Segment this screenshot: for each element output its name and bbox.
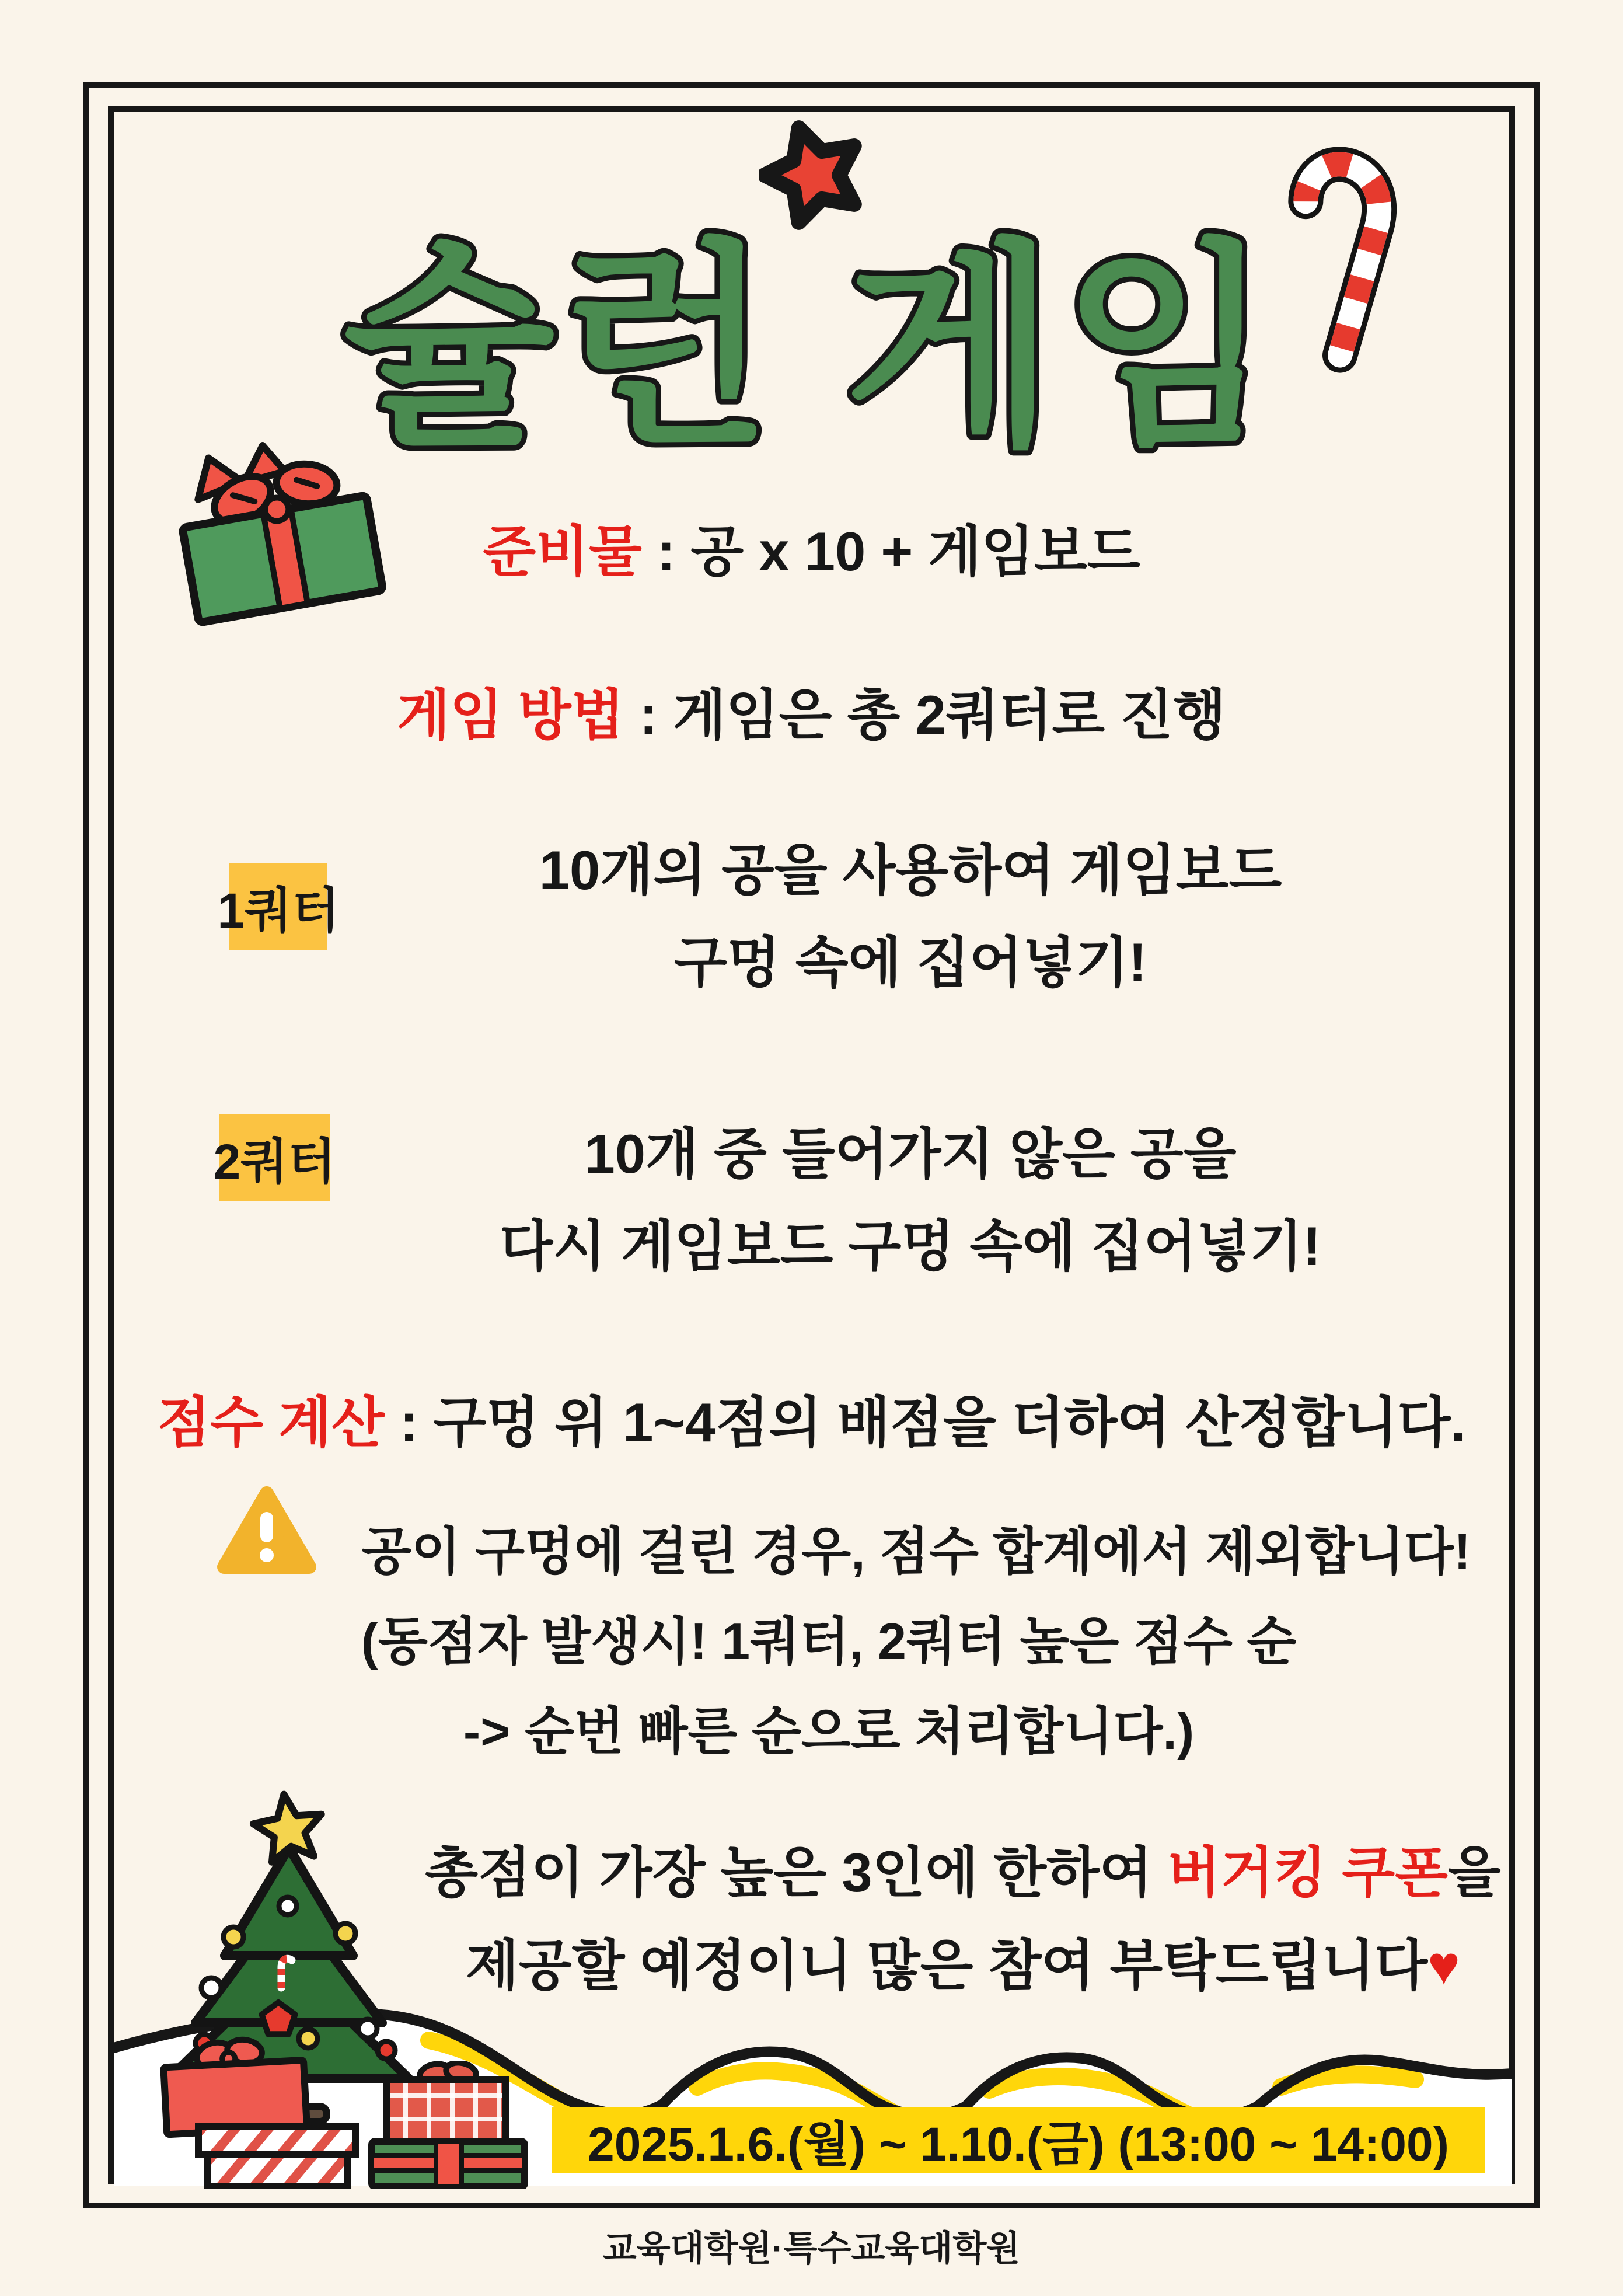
gift-boxes-right-icon [347, 2061, 546, 2189]
method-line [0, 671, 1623, 759]
quarter1-line1: 10개의 공을 사용하여 게임보드 [539, 839, 1282, 901]
scoring-line [0, 1379, 1623, 1466]
prize-line1-prefix: 총점이 가장 높은 3인에 한하여 [425, 1842, 1168, 1903]
scoring-text: 구멍 위 1~4점의 배점을 더하여 산정합니다. [433, 1392, 1466, 1453]
quarter1-text [245, 824, 1576, 1009]
scoring-label: 점수 계산 [157, 1392, 385, 1453]
quarter2-badge: 2쿼터 [219, 1114, 330, 1201]
scoring-separator: : [384, 1392, 434, 1453]
method-label: 게임 방법 [397, 684, 624, 745]
supplies-text: 공 x 10 + 게임보드 [690, 521, 1140, 582]
supplies-separator: : [641, 521, 691, 582]
prize-line1-highlight: 버거킹 쿠폰 [1167, 1842, 1448, 1903]
heart-icon: ♥ [1427, 1935, 1460, 1996]
warning-line3: -> 순번 빠른 순으로 처리합니다.) [463, 1702, 1195, 1760]
quarter2-line1: 10개 중 들어가지 않은 공을 [584, 1123, 1237, 1184]
footer-text: 교육대학원·특수교육대학원 [602, 2229, 1021, 2268]
supplies-label: 준비물 [483, 521, 642, 582]
quarter1-line2: 구멍 속에 집어넣기! [674, 932, 1147, 993]
quarter2-text [245, 1108, 1576, 1292]
warning-line1: 공이 구멍에 걸린 경우, 점수 합계에서 제외합니다! [361, 1522, 1471, 1580]
warning-line2: (동점자 발생시! 1쿼터, 2쿼터 높은 점수 순 [361, 1612, 1297, 1670]
method-text: 게임은 총 2쿼터로 진행 [673, 684, 1226, 745]
prize-line1 [327, 1826, 1599, 1919]
prize-line1-suffix: 을 [1447, 1842, 1501, 1903]
supplies-line [0, 508, 1623, 595]
method-separator: : [624, 684, 673, 745]
quarter2-line2: 다시 게임보드 구멍 속에 집어넣기! [500, 1215, 1321, 1277]
prize-line2-text: 제공할 예정이니 많은 참여 부탁드립니다 [466, 1935, 1428, 1996]
warning-triangle-icon [217, 1484, 316, 1577]
schedule-bar: 2025.1.6.(월) ~ 1.10.(금) (13:00 ~ 14:00) [552, 2107, 1485, 2173]
quarter1-badge: 1쿼터 [229, 863, 327, 950]
red-star-icon [759, 120, 870, 231]
poster-title: 슐런 게임 [343, 226, 1279, 470]
